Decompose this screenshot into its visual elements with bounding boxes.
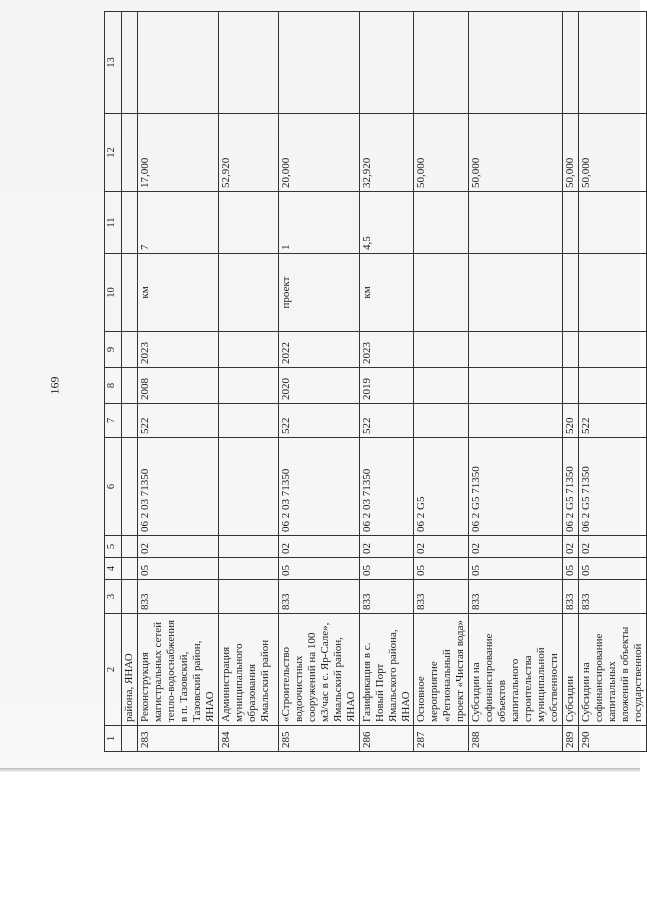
table-body — [137, 12, 646, 752]
cell-col-5: 02 — [359, 536, 414, 558]
cell-col-8 — [218, 368, 278, 404]
cell-col-9 — [579, 332, 647, 368]
cell-col-10 — [469, 254, 563, 332]
cell-col-10: проект — [278, 254, 359, 332]
cell-col-5: 02 — [137, 536, 218, 558]
cell-col-7: 522 — [579, 404, 647, 438]
header-cell: 5 — [105, 536, 122, 558]
cell-col-10 — [579, 254, 647, 332]
cell-col-3: 833 — [563, 580, 579, 614]
cell-col-2: Газификация в с. Новый Порт Ямальского района, ЯНАО — [359, 614, 414, 726]
cell-col-2: Реконструкция магистральных сетей тепло-водоснабжения в п. Тазовский, Тазовский район, ЯНАО — [137, 614, 218, 726]
header-row — [105, 12, 122, 752]
table-row — [579, 12, 647, 752]
cell-col-3: 833 — [359, 580, 414, 614]
cell-col-5: 02 — [278, 536, 359, 558]
cell-col-13 — [579, 12, 647, 114]
cell-col-12: 20,000 — [278, 114, 359, 192]
header-cell: 11 — [105, 192, 122, 254]
cell-col-1: 288 — [469, 726, 563, 752]
budget-table-container — [104, 12, 644, 752]
header-cell: 7 — [105, 404, 122, 438]
cell-col-5 — [218, 536, 278, 558]
header-cell: 13 — [105, 12, 122, 114]
header-cell: 8 — [105, 368, 122, 404]
cell-col-13 — [137, 12, 218, 114]
page-number: 169 — [47, 376, 62, 395]
cell-col-9 — [218, 332, 278, 368]
cell-col-5: 02 — [414, 536, 469, 558]
cell-col-6: 06 2 G5 — [414, 438, 469, 536]
cell-col-4: 05 — [359, 558, 414, 580]
table-row — [414, 12, 469, 752]
cell-col-4: 05 — [278, 558, 359, 580]
cell-col-9 — [469, 332, 563, 368]
cell-col-8: 2019 — [359, 368, 414, 404]
cell-col-2: «Строительство водоочистных сооружений на 100 м3/час в с. Яр-Сале», Ямальский район, ЯНАО — [278, 614, 359, 726]
cell-col-5: 02 — [469, 536, 563, 558]
header-cell: 6 — [105, 438, 122, 536]
cell-col-8 — [579, 368, 647, 404]
cell-col-13 — [469, 12, 563, 114]
cell-col-6: 06 2 03 71350 — [359, 438, 414, 536]
table-row — [469, 12, 563, 752]
header-cell: 12 — [105, 114, 122, 192]
cell-col-4: 05 — [137, 558, 218, 580]
cell-col-13 — [278, 12, 359, 114]
cell-col-3 — [218, 580, 278, 614]
cell-col-10 — [414, 254, 469, 332]
cell-col-8: 2008 — [137, 368, 218, 404]
cell-col-6: 06 2 G5 71350 — [469, 438, 563, 536]
header-cell: 10 — [105, 254, 122, 332]
cell-col-4: 05 — [469, 558, 563, 580]
cell-col-9 — [414, 332, 469, 368]
cell-col-10 — [218, 254, 278, 332]
cell-col-4: 05 — [414, 558, 469, 580]
cell-col-10: км — [137, 254, 218, 332]
cell-col-7: 522 — [137, 404, 218, 438]
cell-col-7 — [469, 404, 563, 438]
cell-col-2: Администрация муниципального образования Ямальский район — [218, 614, 278, 726]
cell-col-11 — [563, 192, 579, 254]
cell-col-12: 50,000 — [469, 114, 563, 192]
cell-col-12: 50,000 — [563, 114, 579, 192]
cell-col-11 — [469, 192, 563, 254]
cell-col-8: 2020 — [278, 368, 359, 404]
header-cell: 9 — [105, 332, 122, 368]
cell-col-13 — [563, 12, 579, 114]
cell-col-13 — [218, 12, 278, 114]
cell-col-4 — [218, 558, 278, 580]
cell-col-2: Субсидии на софинансирование капитальных вложений в объекты государственной — [579, 614, 647, 726]
cell-col-12: 50,000 — [414, 114, 469, 192]
cell-col-1: 287 — [414, 726, 469, 752]
cell-col-4: 05 — [579, 558, 647, 580]
cell-col-12: 17,000 — [137, 114, 218, 192]
cell-col-8 — [469, 368, 563, 404]
scan-edge — [0, 768, 640, 772]
cell-col-1: 289 — [563, 726, 579, 752]
continuation-text: района, ЯНАО — [122, 614, 138, 726]
cell-col-3: 833 — [469, 580, 563, 614]
cell-col-2: Субсидии — [563, 614, 579, 726]
cell-col-6 — [218, 438, 278, 536]
cell-col-6: 06 2 G5 71350 — [579, 438, 647, 536]
cell-col-3: 833 — [414, 580, 469, 614]
table-row — [359, 12, 414, 752]
cell-col-7: 522 — [278, 404, 359, 438]
table-row — [218, 12, 278, 752]
cell-col-7: 522 — [359, 404, 414, 438]
cell-col-1: 290 — [579, 726, 647, 752]
cell-col-4: 05 — [563, 558, 579, 580]
table-row — [563, 12, 579, 752]
continuation-row — [122, 12, 138, 752]
header-cell: 2 — [105, 614, 122, 726]
cell-col-11 — [218, 192, 278, 254]
budget-table — [104, 11, 647, 752]
cell-col-12: 50,000 — [579, 114, 647, 192]
cell-col-12: 52,920 — [218, 114, 278, 192]
cell-col-3: 833 — [137, 580, 218, 614]
cell-col-1: 283 — [137, 726, 218, 752]
cell-col-1: 284 — [218, 726, 278, 752]
cell-col-7 — [414, 404, 469, 438]
header-cell: 1 — [105, 726, 122, 752]
cell-col-11: 1 — [278, 192, 359, 254]
cell-col-3: 833 — [579, 580, 647, 614]
cell-col-7: 520 — [563, 404, 579, 438]
cell-col-1: 285 — [278, 726, 359, 752]
cell-col-11 — [579, 192, 647, 254]
cell-col-7 — [218, 404, 278, 438]
cell-col-12: 32,920 — [359, 114, 414, 192]
cell-col-1: 286 — [359, 726, 414, 752]
cell-col-10 — [563, 254, 579, 332]
cell-col-13 — [359, 12, 414, 114]
cell-col-2: Основное мероприятие «Региональный проект «Чистая вода» — [414, 614, 469, 726]
cell-col-13 — [414, 12, 469, 114]
header-cell: 3 — [105, 580, 122, 614]
table-row — [278, 12, 359, 752]
cell-col-11 — [414, 192, 469, 254]
cell-col-11: 7 — [137, 192, 218, 254]
rotated-table-frame — [104, 12, 644, 752]
cell-col-8 — [414, 368, 469, 404]
cell-col-9 — [563, 332, 579, 368]
cell-col-3: 833 — [278, 580, 359, 614]
cell-col-9: 2023 — [359, 332, 414, 368]
cell-col-9: 2022 — [278, 332, 359, 368]
cell-col-8 — [563, 368, 579, 404]
header-cell: 4 — [105, 558, 122, 580]
cell-col-6: 06 2 G5 71350 — [563, 438, 579, 536]
cell-col-9: 2023 — [137, 332, 218, 368]
cell-col-5: 02 — [563, 536, 579, 558]
cell-col-6: 06 2 03 71350 — [278, 438, 359, 536]
cell-col-10: км — [359, 254, 414, 332]
cell-col-11: 4,5 — [359, 192, 414, 254]
cell-col-2: Субсидии на софинансирование объектов капитального строительства муниципальной собственности — [469, 614, 563, 726]
table-row — [137, 12, 218, 752]
cell-col-5: 02 — [579, 536, 647, 558]
cell-col-6: 06 2 03 71350 — [137, 438, 218, 536]
